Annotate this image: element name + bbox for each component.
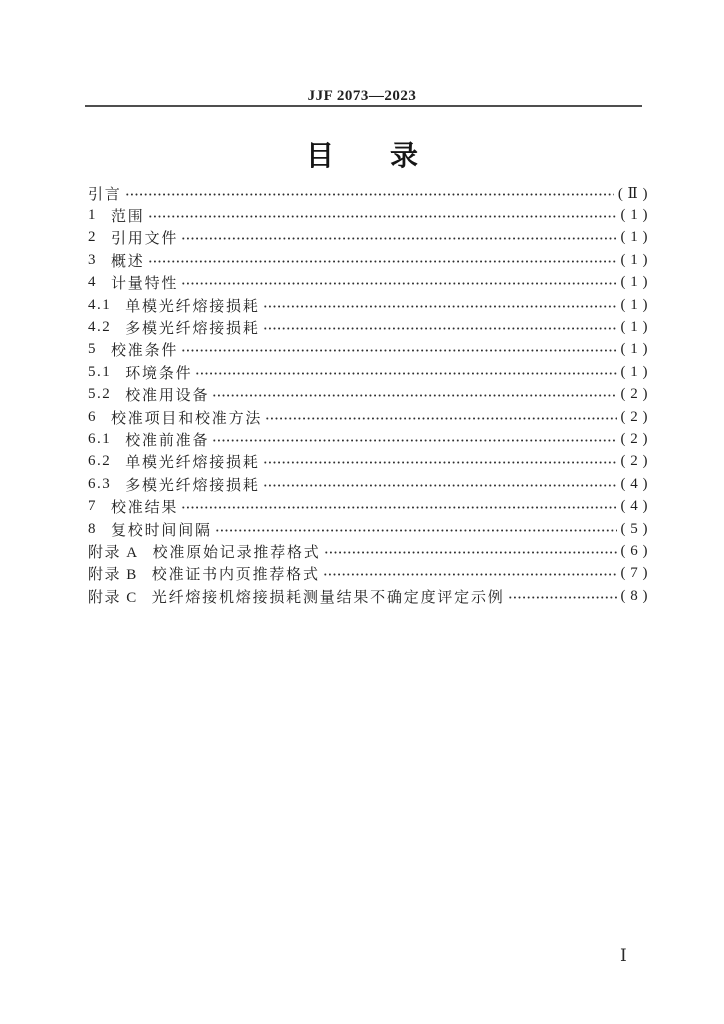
toc-entry-page: ( 1 ) (620, 251, 648, 268)
toc-entry (88, 204, 648, 226)
toc-entry-number: 4.1 (88, 296, 112, 313)
toc-entry-title: 单模光纤熔接损耗 (125, 298, 260, 315)
toc-entry-page: ( 1 ) (620, 319, 648, 336)
toc-entry-title: 校准结果 (111, 500, 179, 517)
toc-entry-page: ( 5 ) (620, 520, 648, 537)
dotted-leader (195, 370, 616, 377)
dotted-leader (263, 482, 617, 489)
toc-entry-title: 光纤熔接机熔接损耗测量结果不确定度评定示例 (151, 589, 505, 606)
document-number-header: JJF 2073—2023 (307, 88, 417, 104)
toc-entry-title: 校准证书内页推荐格式 (151, 567, 320, 584)
toc-entry (88, 473, 648, 495)
dotted-leader (181, 235, 616, 242)
toc-entry-title: 单模光纤熔接损耗 (125, 455, 260, 472)
toc-list (88, 182, 648, 607)
toc-entry-number: 5 (88, 341, 97, 358)
toc-entry-title: 校准项目和校准方法 (111, 410, 263, 427)
toc-entry-title: 校准用设备 (125, 388, 210, 405)
dotted-leader (263, 459, 617, 466)
dotted-leader (215, 527, 617, 534)
toc-entry-page: ( 8 ) (620, 587, 648, 604)
toc-entry-page: ( 1 ) (620, 296, 648, 313)
page-number-folio: Ⅰ (620, 946, 627, 965)
toc-entry-number: 2 (88, 229, 97, 246)
toc-entry-title: 概述 (111, 253, 145, 270)
toc-entry-page: ( 4 ) (620, 498, 648, 515)
toc-entry-title: 校准条件 (111, 343, 179, 360)
toc-entry-page: ( 7 ) (620, 565, 648, 582)
toc-entry-number: 3 (88, 251, 97, 268)
dotted-leader (265, 415, 616, 422)
toc-entry (88, 384, 648, 406)
toc-entry (88, 294, 648, 316)
toc-entry-number: 附录 A (88, 544, 139, 561)
toc-entry-number: 附录 C (88, 589, 138, 606)
toc-entry-page: ( Ⅱ ) (617, 185, 648, 202)
toc-entry (88, 361, 648, 383)
toc-entry (88, 563, 648, 585)
toc-entry (88, 585, 648, 607)
toc-entry-number: 5.2 (88, 386, 112, 403)
dotted-leader (148, 258, 617, 265)
toc-entry-title: 引言 (88, 186, 122, 203)
toc-entry (88, 182, 648, 204)
header-divider-line (85, 105, 642, 107)
toc-entry-page: ( 2 ) (620, 430, 648, 447)
dotted-leader (212, 437, 616, 444)
toc-entry (88, 495, 648, 517)
dotted-leader (181, 347, 616, 354)
toc-entry-page: ( 1 ) (620, 341, 648, 358)
toc-entry (88, 428, 648, 450)
toc-entry (88, 540, 648, 562)
dotted-leader (508, 594, 617, 601)
toc-entry (88, 451, 648, 473)
toc-entry (88, 406, 648, 428)
dotted-leader (148, 213, 617, 220)
toc-entry-title: 引用文件 (111, 231, 179, 248)
dotted-leader (323, 571, 617, 578)
toc-entry-number: 1 (88, 207, 97, 224)
toc-entry-page: ( 4 ) (620, 475, 648, 492)
dotted-leader (125, 191, 614, 198)
toc-entry-page: ( 1 ) (620, 274, 648, 291)
dotted-leader (181, 504, 616, 511)
toc-entry-title: 多模光纤熔接损耗 (125, 477, 260, 494)
toc-entry-number: 6.3 (88, 475, 112, 492)
dotted-leader (181, 280, 616, 287)
toc-entry (88, 339, 648, 361)
toc-entry-page: ( 1 ) (620, 207, 648, 224)
toc-entry-number: 5.1 (88, 363, 112, 380)
toc-entry (88, 249, 648, 271)
toc-entry-page: ( 1 ) (620, 229, 648, 246)
toc-entry (88, 518, 648, 540)
toc-entry (88, 272, 648, 294)
toc-entry-number: 7 (88, 498, 97, 515)
toc-entry-number: 附录 B (88, 567, 138, 584)
dotted-leader (212, 392, 616, 399)
toc-entry-page: ( 2 ) (620, 386, 648, 403)
toc-entry-title: 校准原始记录推荐格式 (152, 544, 321, 561)
toc-entry-title: 环境条件 (125, 365, 193, 382)
toc-entry-title: 范围 (111, 209, 145, 226)
toc-entry-number: 6 (88, 408, 97, 425)
toc-entry-title: 多模光纤熔接损耗 (125, 321, 260, 338)
dotted-leader (263, 325, 617, 332)
toc-entry-number: 8 (88, 520, 97, 537)
dotted-leader (324, 549, 617, 556)
toc-entry-title: 计量特性 (111, 276, 179, 293)
dotted-leader (263, 303, 617, 310)
toc-entry-number: 6.2 (88, 453, 112, 470)
toc-entry-number: 6.1 (88, 430, 112, 447)
toc-entry-title: 校准前准备 (125, 432, 210, 449)
toc-entry-page: ( 1 ) (620, 363, 648, 380)
toc-entry-page: ( 2 ) (620, 408, 648, 425)
toc-entry-page: ( 6 ) (620, 542, 648, 559)
toc-entry-title: 复校时间间隔 (111, 522, 212, 539)
toc-page-title: 目 录 (305, 141, 418, 172)
toc-entry-page: ( 2 ) (620, 453, 648, 470)
toc-entry (88, 227, 648, 249)
toc-entry-number: 4.2 (88, 319, 112, 336)
toc-entry-number: 4 (88, 274, 97, 291)
toc-entry (88, 316, 648, 338)
